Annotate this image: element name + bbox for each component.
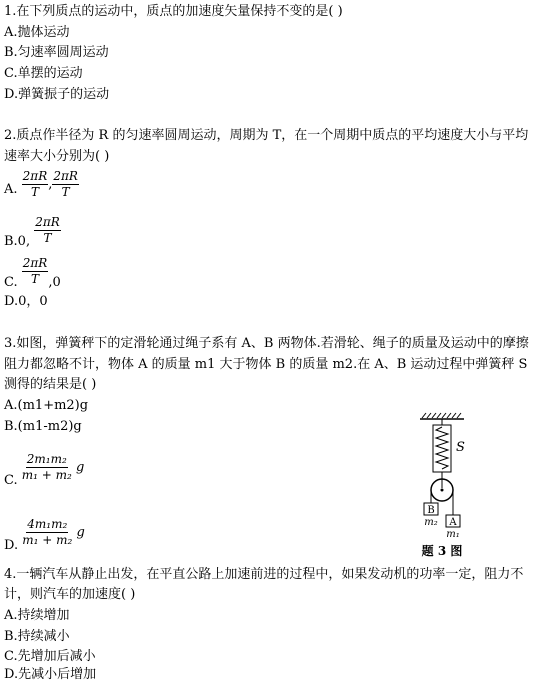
q1-option-a: A.抛体运动 [4,25,70,40]
mass-a-label: m₁ [446,529,460,540]
block-b-label: B [427,505,435,516]
q2-option-c-fraction: $\frac{2\pi R}{T}$ [22,256,48,286]
q3-option-d-fraction: $\frac{\text{4m₁m₂}}{\text{m₁ + m₂}}$ [22,517,73,547]
q1-stem: 1.在下列质点的运动中，质点的加速度矢量保持不变的是( ) [4,4,343,19]
q4-option-b: B.持续减小 [4,629,70,644]
q1-option-c: C.单摆的运动 [4,66,83,81]
q3-option-d-label: D. [4,538,19,553]
block-a-label: A [449,517,457,528]
q2-option-c: C. $\frac{2\pi R}{T}$ ,0 [4,256,61,290]
q3-option-d: D. $\frac{\text{4m₁m₂}}{\text{m₁ + m₂}}$ g [4,517,85,553]
q2-option-d: D.0，0 [4,294,48,309]
spring-label: S [456,440,465,455]
q4-option-a: A.持续增加 [4,608,70,623]
q2-option-b-fraction: $\frac{2\pi R}{T}$ [35,215,60,245]
q3-stem-line2: 阻力都忽略不计，物体 A 的质量 m1 大于物体 B 的质量 m2.在 A、B 运动过程中弹簧秤 S [4,357,528,372]
q4-option-c: C.先增加后减小 [4,649,96,664]
q3-stem-line1: 3.如图，弹簧秤下的定滑轮通过绳子系有 A、B 两物体.若滑轮、绳子的质量及运动中的摩擦 [4,336,529,351]
q3-option-b: B.(m1-m2)g [4,419,82,434]
q3-option-c-label: C. [4,473,18,488]
q2-option-a-label: A. [4,182,18,197]
q2-option-b-label: B.0, [4,234,31,249]
ceiling-hatch [422,413,461,418]
q2-stem-line1: 2.质点作半径为 R 的匀速率圆周运动，周期为 T，在一个周期中质点的平均速度大小与平均 [4,128,529,143]
q2-stem-line2: 速率大小分别为( ) [4,149,110,164]
q2-option-a-fraction2: $\frac{2\pi R}{T}$ [53,169,78,199]
q2-option-a: A. $\frac{2\pi R}{T}$ , $\frac{2\pi R}{T}$ [4,169,78,199]
spring-coil [436,427,448,469]
q3-stem-line3: 测得的结果是( ) [4,377,97,392]
q4-option-d: D.先减小后增加 [4,667,97,682]
q4-stem-line1: 4.一辆汽车从静止出发，在平直公路上加速前进的过程中，如果发动机的功率一定，阻力不 [4,567,524,582]
q3-option-a: A.(m1+m2)g [4,398,89,413]
q3-option-c: C. $\frac{\text{2m₁m₂}}{\text{m₁ + m₂}}$ g [4,452,85,488]
q4-stem-line2: 计，则汽车的加速度( ) [4,587,136,602]
q1-option-d: D.弹簧振子的运动 [4,87,110,102]
mass-b-label: m₂ [424,517,438,528]
q2-option-a-fraction1: $\frac{2\pi R}{T}$ [22,169,48,199]
q2-option-b [4,212,61,249]
figure-caption: 题 3 图 [421,544,463,558]
q3-option-c-fraction: $\frac{\text{2m₁m₂}}{\text{m₁ + m₂}}$ [21,452,72,482]
q1-option-b: B.匀速率圆周运动 [4,45,109,60]
q3-figure [412,410,472,560]
q2-option-c-label: C. [4,275,18,290]
